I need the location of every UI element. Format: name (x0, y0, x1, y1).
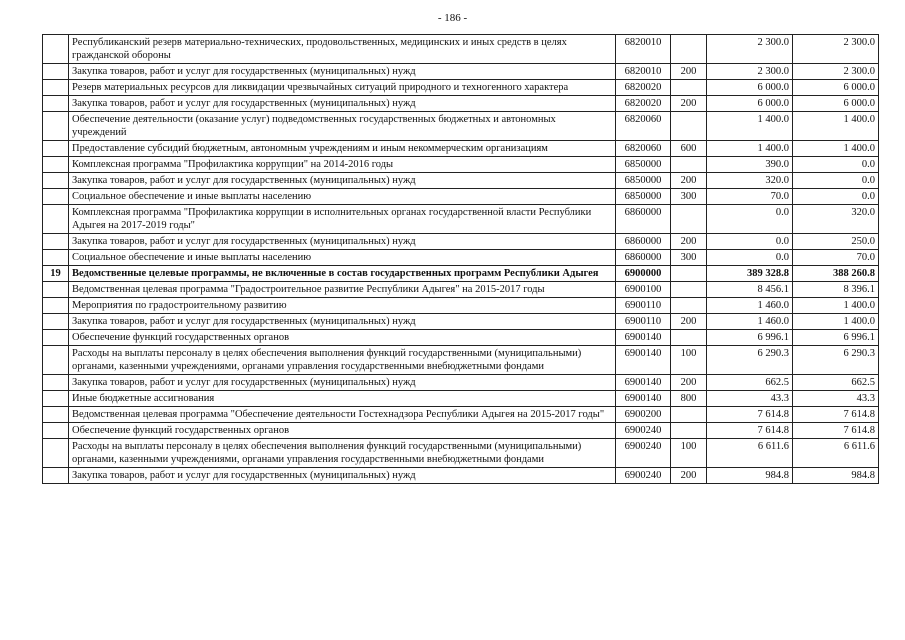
row-number-cell (43, 391, 69, 407)
expense-type-cell (671, 157, 707, 173)
amount-2016-cell: 984.8 (707, 468, 793, 484)
budget-table-body (43, 35, 879, 484)
expense-type-cell (671, 266, 707, 282)
page-number: - 186 - (437, 12, 468, 24)
item-name-cell: Предоставление субсидий бюджетным, автономным учреждениям и иным некоммерческим организациям (69, 141, 616, 157)
expense-type-cell: 200 (671, 234, 707, 250)
budget-table (42, 34, 879, 484)
amount-2016-cell: 1 400.0 (707, 141, 793, 157)
amount-2017-cell: 6 000.0 (793, 80, 879, 96)
item-name-cell: Закупка товаров, работ и услуг для государственных (муниципальных) нужд (69, 96, 616, 112)
amount-2016-cell: 0.0 (707, 234, 793, 250)
target-code-cell: 6820010 (616, 64, 671, 80)
amount-2017-cell: 0.0 (793, 189, 879, 205)
amount-2016-cell: 389 328.8 (707, 266, 793, 282)
item-name-cell: Расходы на выплаты персоналу в целях обеспечения выполнения функций государственными (муниципальными) органами, казенными учреждениями, органами управления государственными внебюджетными фондами (69, 346, 616, 375)
table-row (43, 346, 879, 375)
table-row (43, 80, 879, 96)
amount-2017-cell: 320.0 (793, 205, 879, 234)
amount-2017-cell: 6 996.1 (793, 330, 879, 346)
amount-2017-cell: 1 400.0 (793, 141, 879, 157)
item-name-cell: Социальное обеспечение и иные выплаты населению (69, 189, 616, 205)
expense-type-cell: 200 (671, 173, 707, 189)
row-number-cell (43, 141, 69, 157)
row-number-cell (43, 423, 69, 439)
amount-2016-cell: 6 611.6 (707, 439, 793, 468)
row-number-cell (43, 314, 69, 330)
table-row (43, 423, 879, 439)
item-name-cell: Ведомственные целевые программы, не включенные в состав государственных программ Республики Адыгея (69, 266, 616, 282)
expense-type-cell: 200 (671, 314, 707, 330)
target-code-cell: 6820010 (616, 35, 671, 64)
expense-type-cell (671, 35, 707, 64)
amount-2017-cell: 70.0 (793, 250, 879, 266)
amount-2017-cell: 1 400.0 (793, 298, 879, 314)
table-row (43, 407, 879, 423)
item-name-cell: Резерв материальных ресурсов для ликвидации чрезвычайных ситуаций природного и техногенного характера (69, 80, 616, 96)
row-number-cell (43, 330, 69, 346)
amount-2016-cell: 6 000.0 (707, 96, 793, 112)
row-number-cell (43, 96, 69, 112)
target-code-cell: 6900240 (616, 468, 671, 484)
expense-type-cell: 100 (671, 346, 707, 375)
target-code-cell: 6900140 (616, 391, 671, 407)
amount-2016-cell: 6 996.1 (707, 330, 793, 346)
item-name-cell: Закупка товаров, работ и услуг для государственных (муниципальных) нужд (69, 468, 616, 484)
target-code-cell: 6860000 (616, 205, 671, 234)
item-name-cell: Расходы на выплаты персоналу в целях обеспечения выполнения функций государственными (муниципальными) органами, казенными учреждениями, органами управления государственными внебюджетными фондами (69, 439, 616, 468)
expense-type-cell (671, 407, 707, 423)
amount-2017-cell: 7 614.8 (793, 407, 879, 423)
item-name-cell: Закупка товаров, работ и услуг для государственных (муниципальных) нужд (69, 64, 616, 80)
amount-2016-cell: 1 460.0 (707, 298, 793, 314)
target-code-cell: 6860000 (616, 234, 671, 250)
table-row (43, 96, 879, 112)
target-code-cell: 6900240 (616, 439, 671, 468)
table-row (43, 298, 879, 314)
amount-2016-cell: 43.3 (707, 391, 793, 407)
expense-type-cell (671, 80, 707, 96)
item-name-cell: Иные бюджетные ассигнования (69, 391, 616, 407)
row-number-cell (43, 439, 69, 468)
row-number-cell (43, 282, 69, 298)
amount-2016-cell: 662.5 (707, 375, 793, 391)
expense-type-cell (671, 205, 707, 234)
amount-2017-cell: 662.5 (793, 375, 879, 391)
amount-2016-cell: 390.0 (707, 157, 793, 173)
target-code-cell: 6820020 (616, 96, 671, 112)
amount-2017-cell: 43.3 (793, 391, 879, 407)
amount-2016-cell: 2 300.0 (707, 64, 793, 80)
amount-2016-cell: 6 290.3 (707, 346, 793, 375)
row-number-cell (43, 80, 69, 96)
table-row (43, 266, 879, 282)
table-row (43, 35, 879, 64)
row-number-cell (43, 298, 69, 314)
expense-type-cell (671, 330, 707, 346)
amount-2017-cell: 6 000.0 (793, 96, 879, 112)
amount-2016-cell: 6 000.0 (707, 80, 793, 96)
item-name-cell: Обеспечение деятельности (оказание услуг) подведомственных государственных бюджетных и автономных учреждений (69, 112, 616, 141)
target-code-cell: 6900110 (616, 314, 671, 330)
amount-2016-cell: 0.0 (707, 250, 793, 266)
expense-type-cell: 200 (671, 96, 707, 112)
item-name-cell: Закупка товаров, работ и услуг для государственных (муниципальных) нужд (69, 173, 616, 189)
table-row (43, 439, 879, 468)
target-code-cell: 6900100 (616, 282, 671, 298)
item-name-cell: Закупка товаров, работ и услуг для государственных (муниципальных) нужд (69, 234, 616, 250)
item-name-cell: Закупка товаров, работ и услуг для государственных (муниципальных) нужд (69, 375, 616, 391)
target-code-cell: 6900140 (616, 346, 671, 375)
amount-2017-cell: 2 300.0 (793, 35, 879, 64)
target-code-cell: 6850000 (616, 173, 671, 189)
row-number-cell (43, 234, 69, 250)
row-number-cell (43, 407, 69, 423)
amount-2016-cell: 2 300.0 (707, 35, 793, 64)
item-name-cell: Обеспечение функций государственных органов (69, 423, 616, 439)
amount-2016-cell: 1 400.0 (707, 112, 793, 141)
row-number-cell (43, 157, 69, 173)
target-code-cell: 6900240 (616, 423, 671, 439)
item-name-cell: Обеспечение функций государственных органов (69, 330, 616, 346)
amount-2017-cell: 984.8 (793, 468, 879, 484)
table-row (43, 282, 879, 298)
item-name-cell: Ведомственная целевая программа "Обеспечение деятельности Гостехнадзора Республики Адыгея на 2015-2017 годы" (69, 407, 616, 423)
table-row (43, 141, 879, 157)
target-code-cell: 6820020 (616, 80, 671, 96)
expense-type-cell: 800 (671, 391, 707, 407)
amount-2016-cell: 7 614.8 (707, 407, 793, 423)
table-row (43, 112, 879, 141)
amount-2017-cell: 6 290.3 (793, 346, 879, 375)
expense-type-cell: 200 (671, 375, 707, 391)
table-row (43, 391, 879, 407)
amount-2017-cell: 388 260.8 (793, 266, 879, 282)
row-number-cell (43, 346, 69, 375)
target-code-cell: 6900140 (616, 375, 671, 391)
row-number-cell (43, 468, 69, 484)
item-name-cell: Комплексная программа "Профилактика коррупции в исполнительных органах государственной власти Республики Адыгея на 2017-2019 годы" (69, 205, 616, 234)
expense-type-cell: 100 (671, 439, 707, 468)
row-number-cell (43, 205, 69, 234)
row-number-cell (43, 112, 69, 141)
table-row (43, 64, 879, 80)
target-code-cell: 6900200 (616, 407, 671, 423)
item-name-cell: Мероприятия по градостроительному развитию (69, 298, 616, 314)
amount-2016-cell: 1 460.0 (707, 314, 793, 330)
row-number-cell (43, 250, 69, 266)
target-code-cell: 6900000 (616, 266, 671, 282)
expense-type-cell (671, 423, 707, 439)
target-code-cell: 6860000 (616, 250, 671, 266)
target-code-cell: 6850000 (616, 157, 671, 173)
amount-2016-cell: 320.0 (707, 173, 793, 189)
table-row (43, 234, 879, 250)
row-number-cell (43, 64, 69, 80)
amount-2016-cell: 7 614.8 (707, 423, 793, 439)
table-row (43, 189, 879, 205)
amount-2016-cell: 0.0 (707, 205, 793, 234)
expense-type-cell (671, 298, 707, 314)
table-row (43, 205, 879, 234)
amount-2017-cell: 250.0 (793, 234, 879, 250)
item-name-cell: Ведомственная целевая программа "Градостроительное развитие Республики Адыгея" на 2015-2017 годы (69, 282, 616, 298)
table-row (43, 157, 879, 173)
expense-type-cell (671, 112, 707, 141)
item-name-cell: Комплексная программа "Профилактика коррупции" на 2014-2016 годы (69, 157, 616, 173)
amount-2016-cell: 8 456.1 (707, 282, 793, 298)
table-row (43, 250, 879, 266)
row-number-cell (43, 375, 69, 391)
amount-2017-cell: 1 400.0 (793, 314, 879, 330)
table-row (43, 173, 879, 189)
row-number-cell (43, 35, 69, 64)
item-name-cell: Закупка товаров, работ и услуг для государственных (муниципальных) нужд (69, 314, 616, 330)
target-code-cell: 6900110 (616, 298, 671, 314)
table-row (43, 314, 879, 330)
target-code-cell: 6820060 (616, 141, 671, 157)
row-number-cell: 19 (43, 266, 69, 282)
amount-2017-cell: 0.0 (793, 173, 879, 189)
row-number-cell (43, 173, 69, 189)
amount-2017-cell: 2 300.0 (793, 64, 879, 80)
table-row (43, 330, 879, 346)
table-row (43, 375, 879, 391)
amount-2017-cell: 0.0 (793, 157, 879, 173)
expense-type-cell: 200 (671, 468, 707, 484)
target-code-cell: 6820060 (616, 112, 671, 141)
item-name-cell: Социальное обеспечение и иные выплаты населению (69, 250, 616, 266)
item-name-cell: Республиканский резерв материально-технических, продовольственных, медицинских и иных средств в целях гражданской обороны (69, 35, 616, 64)
expense-type-cell (671, 282, 707, 298)
row-number-cell (43, 189, 69, 205)
expense-type-cell: 200 (671, 64, 707, 80)
expense-type-cell: 300 (671, 189, 707, 205)
expense-type-cell: 300 (671, 250, 707, 266)
amount-2016-cell: 70.0 (707, 189, 793, 205)
table-row (43, 468, 879, 484)
target-code-cell: 6850000 (616, 189, 671, 205)
target-code-cell: 6900140 (616, 330, 671, 346)
expense-type-cell: 600 (671, 141, 707, 157)
amount-2017-cell: 6 611.6 (793, 439, 879, 468)
amount-2017-cell: 7 614.8 (793, 423, 879, 439)
amount-2017-cell: 1 400.0 (793, 112, 879, 141)
amount-2017-cell: 8 396.1 (793, 282, 879, 298)
